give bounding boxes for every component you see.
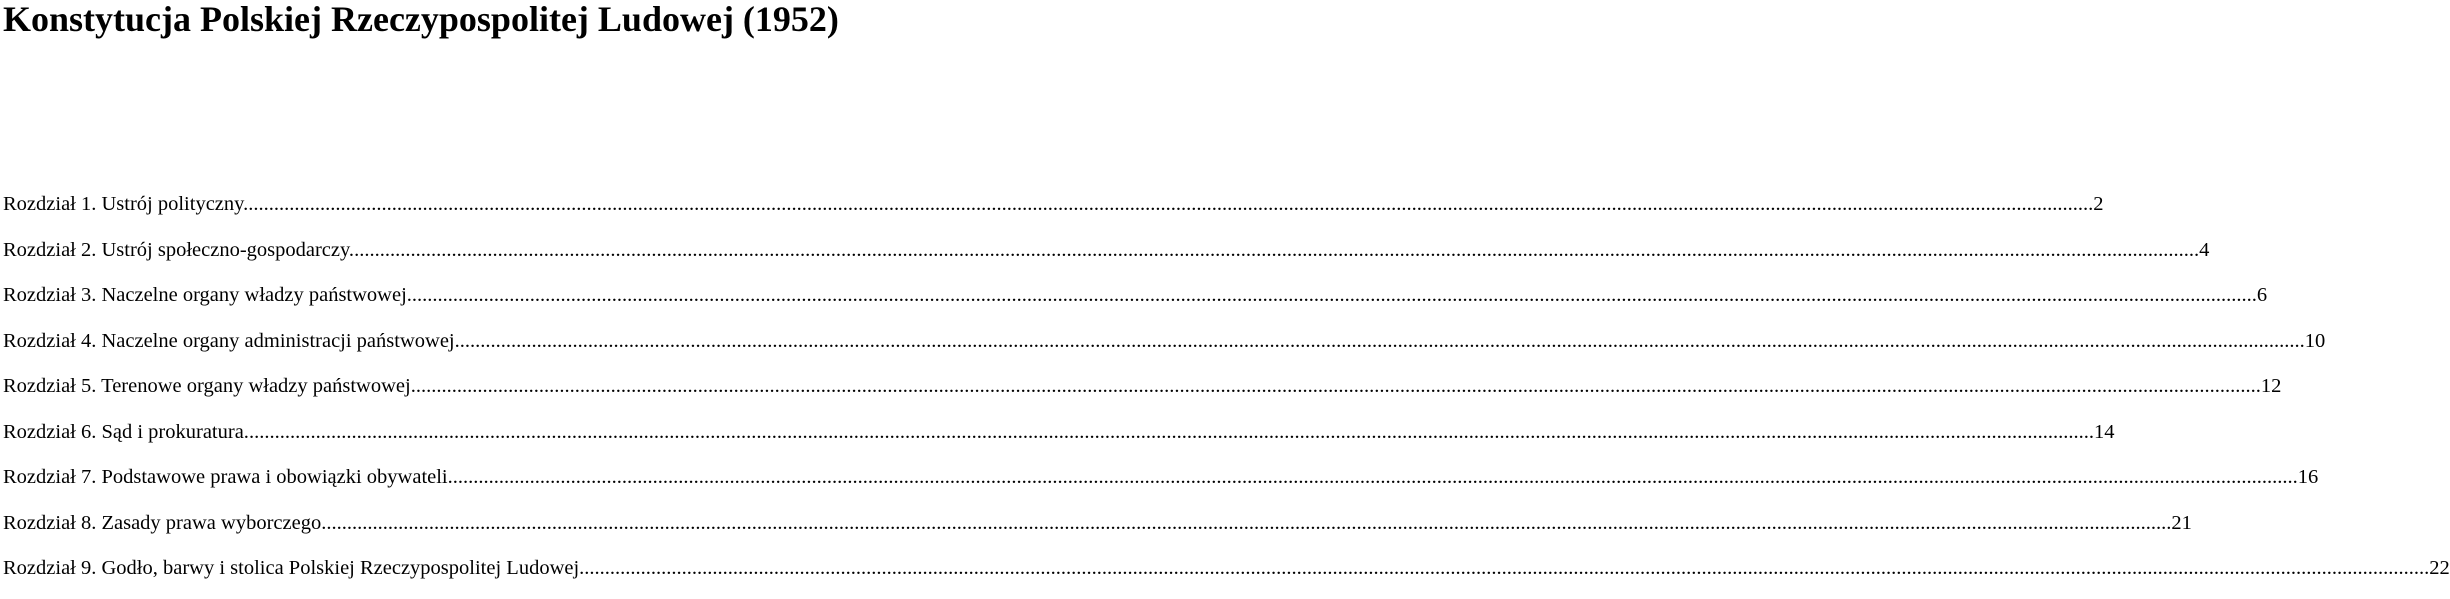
toc-entry-text: Rozdział 5. Terenowe organy władzy państwowej.	[3, 375, 416, 397]
toc-entry-chapter-4[interactable]	[3, 326, 2326, 372]
toc-entry-page-number: 12	[2260, 375, 2282, 397]
toc-entry-page-number: 10	[2304, 329, 2326, 352]
dot-leader	[248, 189, 2093, 219]
toc-entry-page-number: 14	[2093, 420, 2115, 443]
toc-entry-chapter-3[interactable]	[3, 280, 2268, 326]
dot-leader	[460, 326, 2305, 356]
toc-entry-chapter-9[interactable]	[3, 553, 2450, 599]
toc-entry-chapter-6[interactable]	[3, 417, 2115, 463]
dot-leader	[249, 417, 2094, 447]
toc-entry-text: Rozdział 9. Godło, barwy i stolica Polskiej Rzeczypospolitej Ludowej.	[3, 557, 585, 579]
toc-entry-chapter-5[interactable]	[3, 371, 2282, 417]
dot-leader	[453, 462, 2298, 492]
toc-entry-page-number: 21	[2171, 511, 2192, 534]
dot-leader	[416, 371, 2261, 401]
toc-entry-text: Rozdział 2. Ustrój społeczno-gospodarczy.	[3, 238, 355, 261]
toc-entry-chapter-2[interactable]	[3, 235, 2210, 281]
toc-entry-text: Rozdział 3. Naczelne organy władzy państwowej.	[3, 284, 412, 306]
toc-entry-text: Rozdział 4. Naczelne organy administracji państwowej.	[3, 329, 460, 352]
dot-leader	[412, 280, 2257, 310]
toc-entry-text: Rozdział 8. Zasady prawa wyborczego.	[3, 511, 327, 534]
dot-leader	[326, 508, 2171, 538]
toc-entry-text: Rozdział 7. Podstawowe prawa i obowiązki obywateli.	[3, 466, 453, 488]
dot-leader	[354, 235, 2199, 265]
toc-entry-page-number: 6	[2256, 284, 2268, 306]
toc-entry-text: Rozdział 1. Ustrój polityczny.	[3, 193, 249, 215]
toc-entry-text: Rozdział 6. Sąd i prokuratura.	[3, 420, 249, 443]
dot-leader	[584, 553, 2429, 583]
document-title: Konstytucja Polskiej Rzeczypospolitej Ludowej (1952)	[3, 0, 839, 39]
toc-entry-page-number: 2	[2093, 193, 2104, 215]
toc-entry-page-number: 16	[2297, 466, 2319, 488]
table-of-contents	[3, 189, 2450, 599]
toc-entry-chapter-1[interactable]	[3, 189, 2104, 235]
toc-entry-chapter-7[interactable]	[3, 462, 2319, 508]
toc-entry-page-number: 4	[2199, 238, 2210, 261]
toc-entry-chapter-8[interactable]	[3, 508, 2192, 554]
toc-entry-page-number: 22	[2429, 557, 2450, 579]
